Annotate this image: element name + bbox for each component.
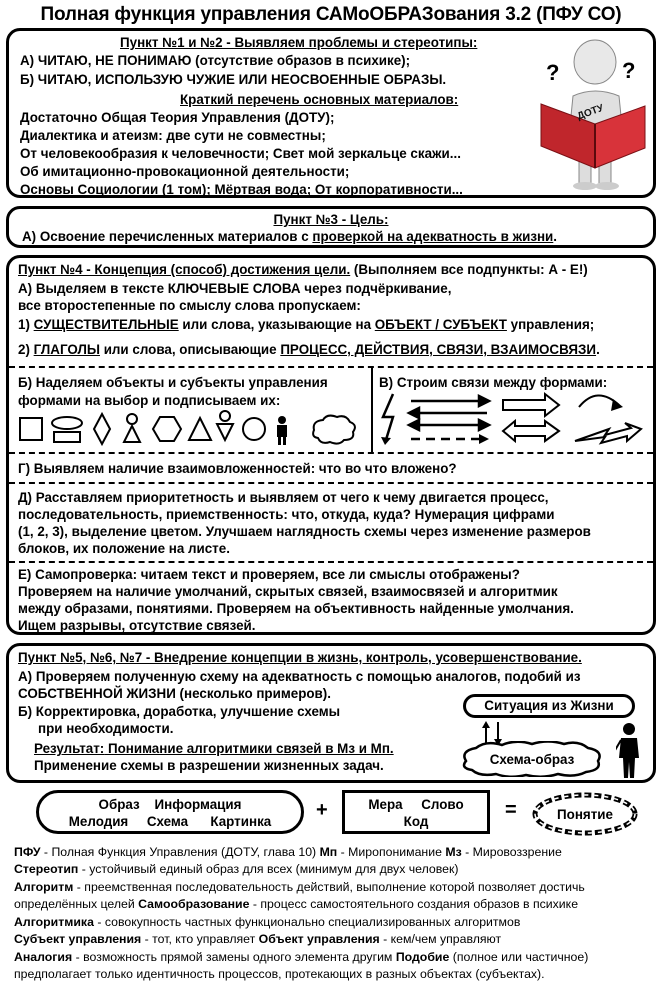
step-5-a: А) Проверяем полученную схему на адекватность с помощью аналогов, подобий из <box>18 669 581 684</box>
step-5-b: Б) Корректировка, доработка, улучшение схемы <box>18 704 341 719</box>
step-d: Д) Расставляем приоритетность и выявляем от чего к чему двигается процесс, <box>18 490 549 505</box>
step-a-verbs: 2) ГЛАГОЛЫ или слова, описывающие ПРОЦЕСС, ДЕЙСТВИЯ, СВЯЗИ, ВЗАИМОСВЯЗИ. <box>18 342 600 357</box>
step-d: блоков, их положение на листе. <box>18 541 230 556</box>
person-icon <box>616 722 642 778</box>
step-d: последовательность, приемственность: что, откуда, куда? Нумерация цифрами <box>18 507 555 522</box>
step-e: между образами, понятиями. Проверяем на объективность найденные умолчания. <box>18 601 574 616</box>
connection-arrows-icon <box>379 391 649 449</box>
problem-b: Б) ЧИТАЮ, ИСПОЛЬЗУЮ ЧУЖИЕ ИЛИ НЕОСВОЕННЫЕ ОБРАЗЫ. <box>20 72 447 87</box>
equals-sign: = <box>505 799 517 821</box>
divider <box>9 482 653 484</box>
material-item: Об имитационно-провокационной деятельности; <box>20 164 350 179</box>
glossary-line: определённых целей Самообразование - процесс самостоятельного создания образов в психике <box>14 897 579 911</box>
result-line2: Применение схемы в разрешении жизненных задач. <box>34 758 384 773</box>
divider <box>9 561 653 563</box>
scheme-label: Схема-образ <box>489 752 575 767</box>
glossary-line: Аналогия - возможность прямой замены одного элемента другим Подобие (полное или частичное) <box>14 950 589 964</box>
step-e: Проверяем на наличие умолчаний, скрытых связей, взаимосвязей и алгоритмик <box>18 584 558 599</box>
step-a-nouns: 1) СУЩЕСТВИТЕЛЬНЫЕ или слова, указывающие на ОБЪЕКТ / СУБЪЕКТ управления; <box>18 317 595 332</box>
image-types-line2: Мелодия Схема Картинка <box>68 814 272 829</box>
shape-set-icon <box>18 408 358 448</box>
measure-line2: Код <box>403 814 429 829</box>
divider-vertical <box>371 368 373 452</box>
divider <box>9 452 653 454</box>
result-line: Результат: Понимание алгоритмики связей в Мз и Мп. <box>34 741 394 756</box>
step-a-line2: все второстепенные по смыслу слова пропускаем: <box>18 298 361 313</box>
section-4-heading: Пункт №4 - Концепция (способ) достижения цели. (Выполняем все подпункты: А - Е!) <box>18 262 588 277</box>
glossary-line: Субъект управления - тот, кто управляет Объект управления - кем/чем управляют <box>14 932 502 946</box>
step-a-line1: А) Выделяем в тексте КЛЮЧЕВЫЕ СЛОВА через подчёркивание, <box>18 281 452 296</box>
plus-sign: + <box>316 799 328 821</box>
step-v: В) Строим связи между формами: <box>379 375 608 390</box>
section-5-7-heading: Пункт №5, №6, №7 - Внедрение концепции в жизнь, контроль, усовершенствование. <box>18 650 582 665</box>
step-5-a: СОБСТВЕННОЙ ЖИЗНИ (несколько примеров). <box>18 686 331 701</box>
material-item: Достаточно Общая Теория Управления (ДОТУ); <box>20 110 335 125</box>
concept-label: Понятие <box>557 807 613 822</box>
goal-text: А) Освоение перечисленных материалов с проверкой на адекватность в жизни. <box>22 229 558 244</box>
question-mark-left: ? <box>546 60 560 85</box>
situation-label: Ситуация из Жизни <box>484 698 614 713</box>
problem-a: А) ЧИТАЮ, НЕ ПОНИМАЮ (отсутствие образов в психике); <box>20 53 411 68</box>
glossary-line: Алгоритмика - совокупность частных функционально специализированных алгоритмов <box>14 915 521 929</box>
divider <box>9 366 653 368</box>
section-3-heading: Пункт №3 - Цель: <box>273 212 389 227</box>
step-d: (1, 2, 3), выделение цветом. Улучшаем наглядность схемы через изменение размеров <box>18 524 591 539</box>
image-types-line1: Образ Информация <box>98 797 242 812</box>
measure-line1: Мера Слово <box>368 797 464 812</box>
question-mark-right: ? <box>622 58 636 83</box>
book-label: ДОТУ <box>575 102 606 123</box>
step-e: Ищем разрывы, отсутствие связей. <box>18 618 256 633</box>
step-b-line1: Б) Наделяем объекты и субъекты управления <box>18 375 328 390</box>
page-title: Полная функция управления САМоОБРАЗования 3.2 (ПФУ СО) <box>40 4 622 25</box>
step-5-b: при необходимости. <box>38 721 174 736</box>
step-g: Г) Выявляем наличие взаимовложенностей: что во что вложено? <box>18 461 457 476</box>
step-b-line2: формами на выбор и подписываем их: <box>18 393 281 408</box>
material-item: Основы Социологии (1 том); Мёртвая вода; От корпоративности... <box>20 182 463 197</box>
material-item: Диалектика и атеизм: две сути не совместны; <box>20 128 326 143</box>
glossary-line: Алгоритм - преемственная последовательность действий, выполнение которой позволяет достичь <box>14 880 585 894</box>
section-1-2-heading: Пункт №1 и №2 - Выявляем проблемы и стереотипы: <box>120 35 478 50</box>
glossary-line: предполагает только идентичность процессов, протекающих в разных объектах (субъектах). <box>14 967 545 981</box>
glossary-line: ПФУ - Полная Функция Управления (ДОТУ, глава 10) Мп - Миропонимание Мз - Мировоззрение <box>14 845 562 859</box>
materials-heading: Краткий перечень основных материалов: <box>180 92 459 107</box>
material-item: От человекообразия к человечности; Свет мой зеркальце скажи... <box>20 146 461 161</box>
glossary-line: Стереотип - устойчивый единый образ для всех (минимум для двух человек) <box>14 862 459 876</box>
step-e: Е) Самопроверка: читаем текст и проверяем, все ли смыслы отображены? <box>18 567 520 582</box>
